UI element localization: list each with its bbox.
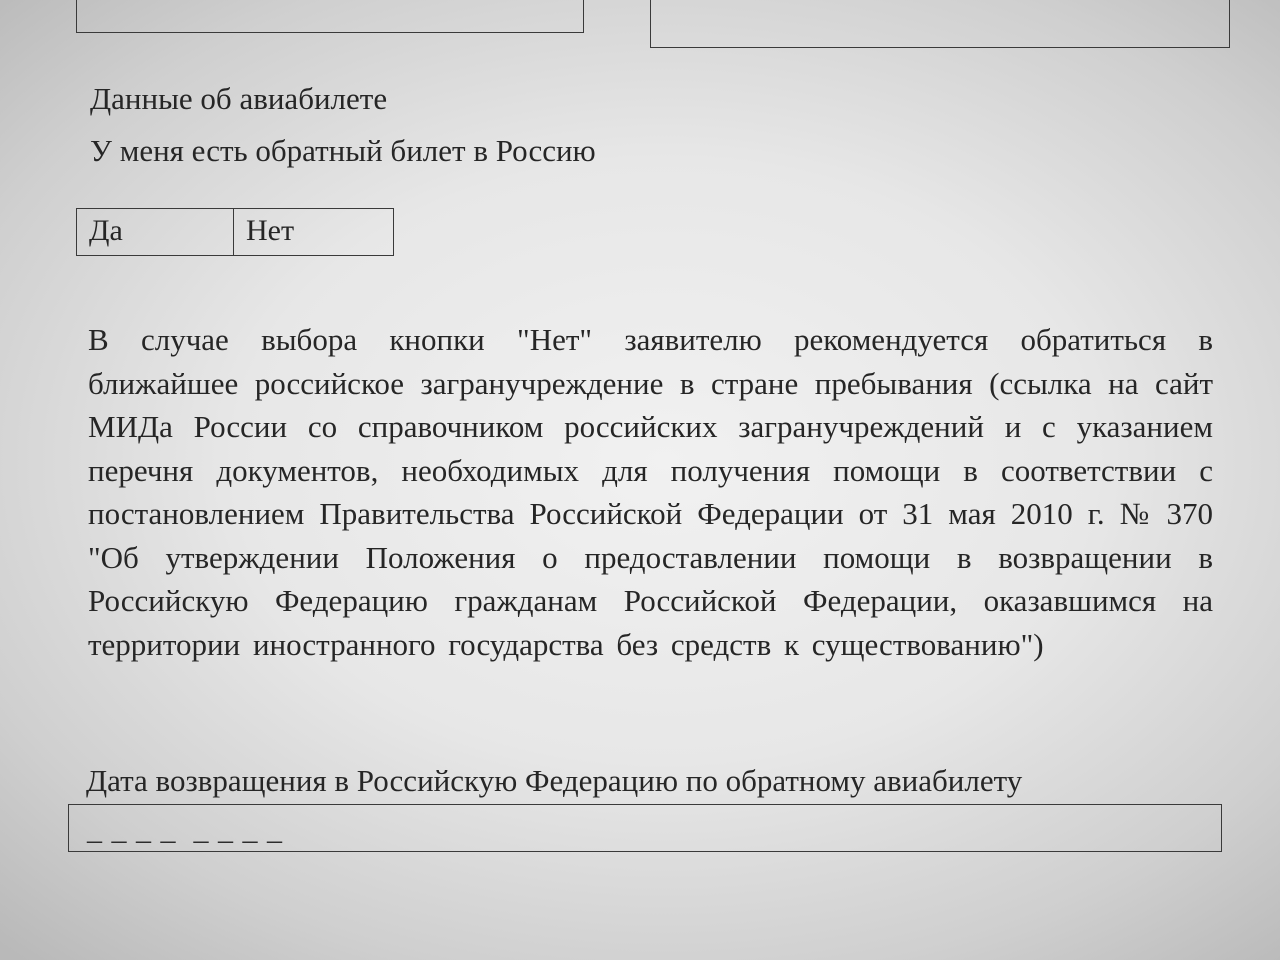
section-title: Данные об авиабилете <box>90 81 388 116</box>
option-yes-button[interactable]: Да <box>77 209 234 255</box>
no-ticket-notice: В случае выбора кнопки "Нет" заявителю рекомендуется обратиться в ближайшее российское загранучреждение в стране пребывания (ссылка на сайт МИДа России со справочником российских загранучреждений и с указанием перечня документов, необходимых для получения помощи в соответствии с постановлением Правительства Российской Федерации от 31 мая 2010 г. № 370 "Об утверждении Положения о предоставлении помощи в возвращении в Российскую Федерацию гражданам Российской Федерации, оказавшимся на территории иностранного государства без средств к существованию") <box>88 322 1213 662</box>
previous-field-left[interactable] <box>76 0 584 33</box>
return-ticket-question: У меня есть обратный билет в Россию <box>90 133 596 168</box>
return-date-label: Дата возвращения в Российскую Федерацию по обратному авиабилету <box>86 763 1023 798</box>
previous-field-right[interactable] <box>650 0 1230 48</box>
option-no-button[interactable]: Нет <box>246 214 295 247</box>
return-date-mask: _ _ _ _ _ _ _ _ <box>87 813 283 846</box>
return-ticket-options <box>76 208 394 256</box>
return-date-field[interactable] <box>68 804 1222 852</box>
